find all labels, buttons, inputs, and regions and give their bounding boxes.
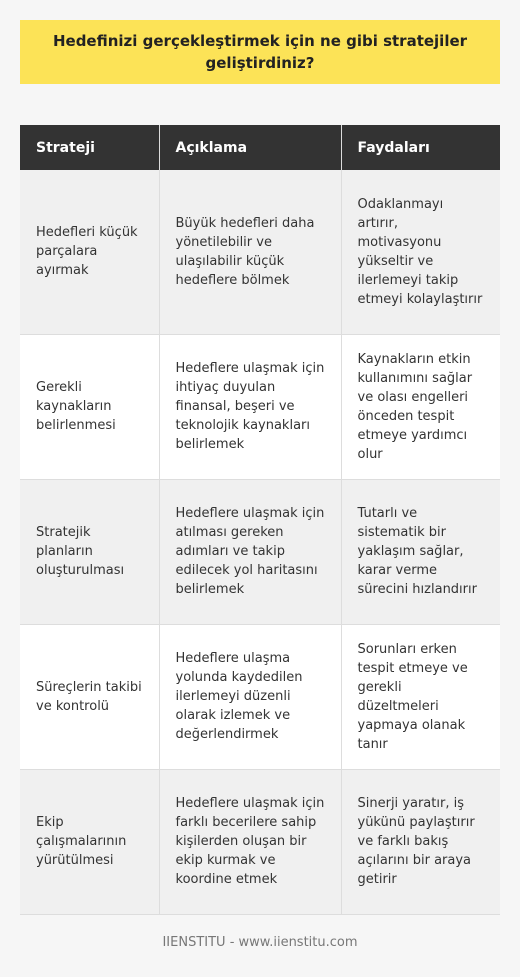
column-header-strategy: Strateji (20, 125, 159, 170)
table-cell-description: Büyük hedefleri daha yönetilebilir ve ulaşılabilir küçük hedeflere bölmek (159, 170, 341, 334)
table-cell-description: Hedeflere ulaşmak için ihtiyaç duyulan finansal, beşeri ve teknolojik kaynakları belirlemek (159, 334, 341, 479)
table-cell-benefits: Sorunları erken tespit etmeye ve gerekli düzeltmeleri yapmaya olanak tanır (341, 624, 500, 769)
table-cell-description: Hedeflere ulaşma yolunda kaydedilen ilerlemeyi düzenli olarak izlemek ve değerlendirmek (159, 624, 341, 769)
table-cell-strategy: Hedefleri küçük parçalara ayırmak (20, 170, 159, 334)
table-cell-strategy: Gerekli kaynakların belirlenmesi (20, 334, 159, 479)
footer-credit: IIENSTITU - www.iienstitu.com (162, 935, 358, 950)
table-cell-benefits: Sinerji yaratır, iş yükünü paylaştırır ve farklı bakış açılarını bir araya getirir (341, 769, 500, 914)
table-row (20, 170, 500, 334)
strategy-table (20, 125, 500, 915)
column-header-benefits: Faydaları (341, 125, 500, 170)
table-row (20, 624, 500, 769)
table-row (20, 769, 500, 914)
table-cell-strategy: Stratejik planların oluşturulması (20, 479, 159, 624)
column-header-description: Açıklama (159, 125, 341, 170)
table-cell-benefits: Kaynakların etkin kullanımını sağlar ve olası engelleri önceden tespit etmeye yardımcı olur (341, 334, 500, 479)
table-cell-strategy: Ekip çalışmalarının yürütülmesi (20, 769, 159, 914)
table-cell-strategy: Süreçlerin takibi ve kontrolü (20, 624, 159, 769)
table-row (20, 479, 500, 624)
table-header-row (20, 125, 500, 170)
table-cell-description: Hedeflere ulaşmak için atılması gereken adımları ve takip edilecek yol haritasını belirlemek (159, 479, 341, 624)
page-title: Hedefinizi gerçekleştirmek için ne gibi stratejiler geliştirdiniz? (52, 32, 468, 72)
table-row (20, 334, 500, 479)
table-cell-description: Hedeflere ulaşmak için farklı becerilere sahip kişilerden oluşan bir ekip kurmak ve koordine etmek (159, 769, 341, 914)
table-cell-benefits: Odaklanmayı artırır, motivasyonu yükseltir ve ilerlemeyi takip etmeyi kolaylaştırır (341, 170, 500, 334)
table-cell-benefits: Tutarlı ve sistematik bir yaklaşım sağlar, karar verme sürecini hızlandırır (341, 479, 500, 624)
title-banner (20, 20, 500, 84)
